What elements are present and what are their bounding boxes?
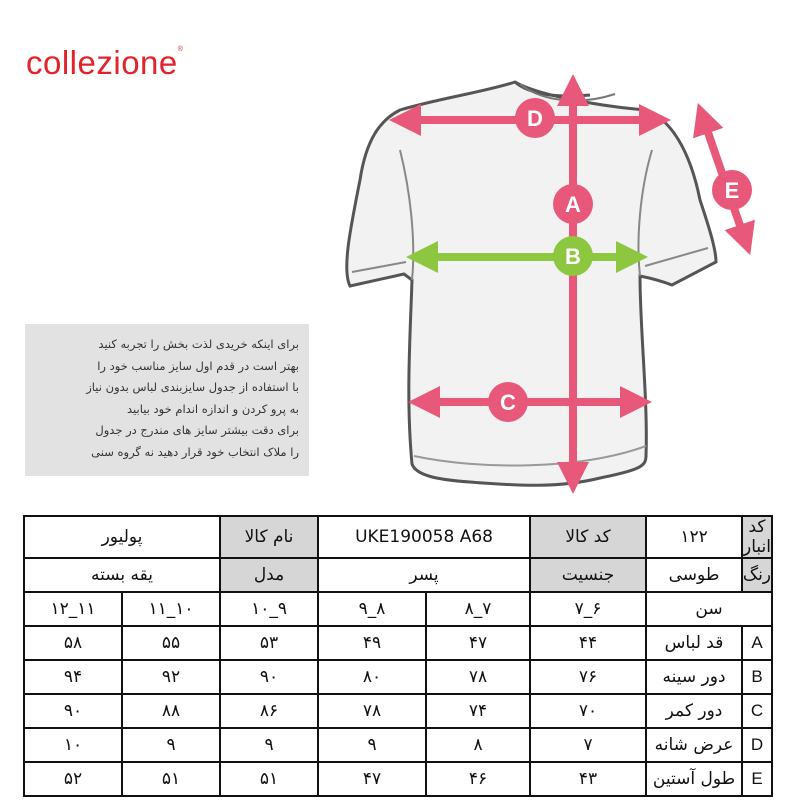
marker-a bbox=[553, 184, 593, 224]
warehouse-code-value: ۱۲۲ bbox=[646, 516, 742, 558]
model-value: یقه بسته bbox=[24, 558, 220, 592]
size-table bbox=[23, 515, 773, 797]
size-value: ۸۶ bbox=[220, 694, 318, 728]
gender-value: پسر bbox=[318, 558, 530, 592]
measure-label: قد لباس bbox=[646, 626, 742, 660]
svg-text:D: D bbox=[527, 106, 543, 131]
size-row-e bbox=[24, 762, 772, 796]
size-value: ۴۴ bbox=[530, 626, 646, 660]
size-value: ۹۴ bbox=[24, 660, 122, 694]
info-row-2 bbox=[24, 558, 772, 592]
tshirt-outline bbox=[347, 82, 716, 485]
size-row-d bbox=[24, 728, 772, 762]
size-value: ۴۷ bbox=[426, 626, 530, 660]
size-value: ۴۹ bbox=[318, 626, 426, 660]
note-line: برای اینکه خریدی لذت بخش را تجربه کنید bbox=[98, 337, 299, 351]
info-row-1 bbox=[24, 516, 772, 558]
registered-mark: ® bbox=[177, 46, 184, 53]
size-value: ۷۶ bbox=[530, 660, 646, 694]
color-label: رنگ bbox=[742, 558, 772, 592]
size-value: ۵۱ bbox=[122, 762, 220, 796]
measure-label: دور سینه bbox=[646, 660, 742, 694]
svg-text:E: E bbox=[724, 178, 740, 203]
size-value: ۵۸ bbox=[24, 626, 122, 660]
age-cell: ۸_۹ bbox=[318, 592, 426, 626]
note-line: بهتر است در قدم اول سایز مناسب خود را bbox=[97, 358, 299, 373]
size-value: ۵۵ bbox=[122, 626, 220, 660]
size-row-b bbox=[24, 660, 772, 694]
size-value: ۷۴ bbox=[426, 694, 530, 728]
measure-label: دور کمر bbox=[646, 694, 742, 728]
age-cell: ۱۰_۱۱ bbox=[122, 592, 220, 626]
measure-letter: B bbox=[742, 660, 772, 694]
measure-label: عرض شانه bbox=[646, 728, 742, 762]
size-value: ۹ bbox=[318, 728, 426, 762]
warehouse-code-label: کد انبار bbox=[743, 517, 771, 557]
model-label: مدل bbox=[220, 558, 318, 592]
note-line: را ملاک انتخاب خود قرار دهید نه گروه سنی bbox=[91, 444, 299, 459]
size-value: ۹۲ bbox=[122, 660, 220, 694]
size-value: ۵۱ bbox=[220, 762, 318, 796]
size-row-c bbox=[24, 694, 772, 728]
brand-name: collezione bbox=[26, 44, 178, 81]
note-line: به پرو کردن و اندازه اندام خود بیابید bbox=[126, 401, 299, 416]
measure-letter: E bbox=[742, 762, 772, 796]
age-cell: ۹_۱۰ bbox=[220, 592, 318, 626]
product-name-value: پولیور bbox=[24, 516, 220, 558]
age-cell: ۱۱_۱۲ bbox=[24, 592, 122, 626]
note-line: با استفاده از جدول سایزبندی لباس بدون نیاز bbox=[86, 380, 299, 395]
size-value: ۷۰ bbox=[530, 694, 646, 728]
size-value: ۸ bbox=[426, 728, 530, 762]
product-code-value: UKE190058 A68 bbox=[318, 516, 530, 558]
size-value: ۹ bbox=[122, 728, 220, 762]
age-cell: ۷_۸ bbox=[426, 592, 530, 626]
measure-letter: A bbox=[742, 626, 772, 660]
size-value: ۸۸ bbox=[122, 694, 220, 728]
svg-text:A: A bbox=[565, 192, 581, 217]
size-value: ۷ bbox=[530, 728, 646, 762]
size-value: ۹۰ bbox=[24, 694, 122, 728]
size-value: ۷۸ bbox=[318, 694, 426, 728]
size-value: ۴۶ bbox=[426, 762, 530, 796]
svg-text:C: C bbox=[500, 390, 516, 415]
size-value: ۹ bbox=[220, 728, 318, 762]
measure-label: طول آستین bbox=[646, 762, 742, 796]
age-cell: ۶_۷ bbox=[530, 592, 646, 626]
size-value: ۹۰ bbox=[220, 660, 318, 694]
size-value: ۵۳ bbox=[220, 626, 318, 660]
marker-c bbox=[488, 382, 528, 422]
marker-b bbox=[553, 236, 593, 276]
size-row-a bbox=[24, 626, 772, 660]
measure-letter: D bbox=[742, 728, 772, 762]
marker-e bbox=[712, 170, 752, 210]
measure-letter: C bbox=[742, 694, 772, 728]
note-line: برای دقت بیشتر سایز های مندرج در جدول bbox=[95, 423, 299, 438]
size-value: ۵۲ bbox=[24, 762, 122, 796]
product-name-label: نام کالا bbox=[220, 516, 318, 558]
size-value: ۷۸ bbox=[426, 660, 530, 694]
age-label: سن bbox=[646, 592, 772, 626]
size-value: ۴۳ bbox=[530, 762, 646, 796]
size-value: ۸۰ bbox=[318, 660, 426, 694]
color-value: طوسی bbox=[646, 558, 742, 592]
marker-d bbox=[515, 98, 555, 138]
size-guide-note bbox=[25, 324, 309, 476]
size-value: ۴۷ bbox=[318, 762, 426, 796]
gender-label: جنسیت bbox=[530, 558, 646, 592]
age-header-row bbox=[24, 592, 772, 626]
svg-text:B: B bbox=[565, 244, 581, 269]
size-value: ۱۰ bbox=[24, 728, 122, 762]
product-code-label: کد کالا bbox=[530, 516, 646, 558]
